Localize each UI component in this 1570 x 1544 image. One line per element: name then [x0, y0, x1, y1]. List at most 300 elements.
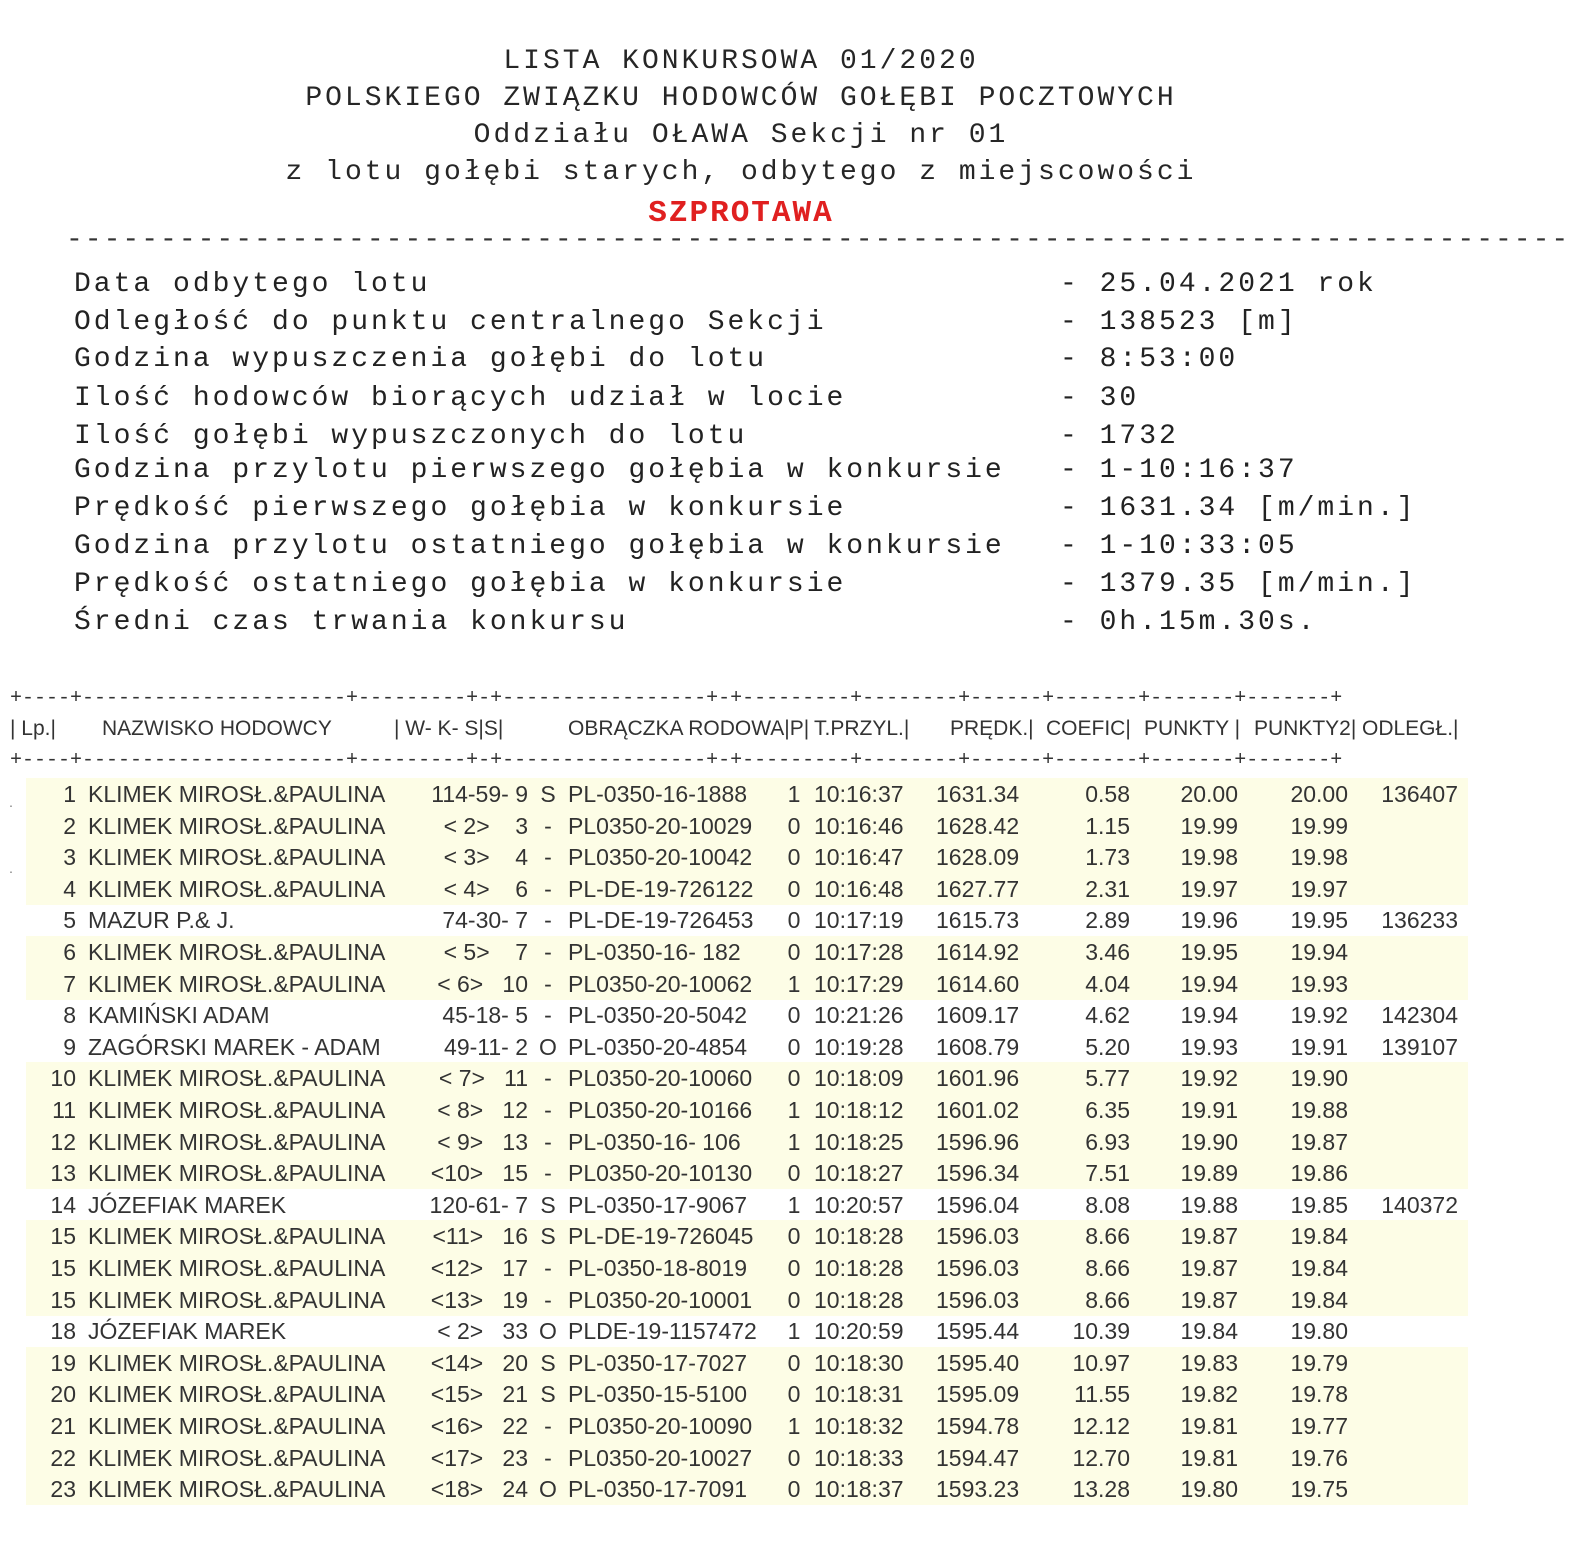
- cell-wks: <14> 20: [430, 1349, 528, 1376]
- cell-ring: PL-0350-20-5042: [568, 1002, 748, 1029]
- table-row: [26, 1442, 1468, 1474]
- cell-sex: -: [544, 812, 552, 839]
- cell-p: 1: [787, 1413, 801, 1439]
- cell-coef: 8.66: [1085, 1286, 1130, 1313]
- cell-p: 0: [787, 1381, 801, 1408]
- cell-speed: 1614.60: [936, 970, 1020, 997]
- table-row: [26, 1094, 1468, 1126]
- cell-p: 0: [787, 1476, 801, 1503]
- cell-time: 10:18:25: [814, 1128, 904, 1155]
- cell-lp: 14: [50, 1191, 76, 1218]
- cell-ring: PL-DE-19-726453: [568, 907, 754, 934]
- cell-sex: -: [544, 1413, 552, 1439]
- cell-sex: -: [544, 1286, 552, 1313]
- cell-lp: 2: [63, 812, 76, 839]
- table-row: [26, 936, 1468, 968]
- cell-p: 0: [787, 939, 801, 965]
- cell-lp: 20: [50, 1381, 76, 1408]
- cell-p: 1: [787, 781, 801, 807]
- cell-coef: 1.73: [1085, 844, 1130, 871]
- cell-ring: PL-0350-17-7027: [568, 1349, 748, 1376]
- cell-time: 10:17:19: [814, 907, 904, 934]
- cell-points2: 19.87: [1290, 1128, 1348, 1155]
- cell-wks: < 7> 11: [438, 1065, 528, 1092]
- cell-speed: 1596.04: [936, 1191, 1020, 1218]
- cell-time: 10:20:59: [814, 1318, 904, 1345]
- cell-speed: 1614.92: [936, 939, 1020, 965]
- cell-lp: 1: [63, 781, 76, 807]
- cell-sex: -: [544, 1128, 552, 1155]
- cell-points2: 19.85: [1290, 1191, 1348, 1218]
- cell-speed: 1608.79: [936, 1033, 1020, 1060]
- info-value: - 25.04.2021 rok: [1060, 269, 1377, 300]
- cell-p: 0: [787, 1286, 801, 1313]
- cell-sex: -: [544, 1255, 552, 1281]
- cell-points: 20.00: [1180, 781, 1238, 807]
- table-row: [26, 1062, 1468, 1094]
- cell-speed: 1595.09: [936, 1381, 1020, 1408]
- cell-speed: 1627.77: [936, 875, 1020, 902]
- header-speed: PRĘDK.|: [950, 717, 1034, 740]
- cell-points: 19.80: [1180, 1476, 1238, 1503]
- cell-lp: 21: [50, 1413, 76, 1439]
- cell-time: 10:18:30: [814, 1349, 904, 1376]
- cell-speed: 1595.40: [936, 1349, 1020, 1376]
- cell-ring: PL-DE-19-726122: [568, 875, 754, 902]
- cell-points2: 19.75: [1290, 1476, 1348, 1503]
- cell-ring: PL0350-20-10001: [568, 1286, 753, 1313]
- cell-points2: 19.93: [1290, 970, 1348, 997]
- cell-time: 10:18:27: [814, 1160, 904, 1187]
- cell-ring: PL-0350-16- 182: [568, 939, 741, 965]
- table-border-top: +----+----------------------+---------+-+-----------------+-+---------+--------+------+-------+-------+-------+: [10, 687, 1343, 710]
- cell-wks: <16> 22: [430, 1413, 528, 1439]
- header-name: NAZWISKO HODOWCY: [102, 717, 332, 740]
- cell-points2: 19.90: [1290, 1065, 1348, 1092]
- cell-lp: 15: [50, 1223, 76, 1250]
- cell-sex: S: [540, 1349, 556, 1376]
- cell-lp: 7: [63, 970, 76, 997]
- cell-speed: 1601.96: [936, 1065, 1020, 1092]
- info-row: [74, 266, 1474, 304]
- cell-lp: 5: [63, 907, 76, 934]
- header-coef: COEFIC|: [1046, 717, 1131, 740]
- cell-coef: 12.12: [1072, 1413, 1130, 1439]
- title-line-2: POLSKIEGO ZWIĄZKU HODOWCÓW GOŁĘBI POCZTOWYCH: [305, 83, 1177, 114]
- cell-time: 10:18:28: [814, 1223, 904, 1250]
- cell-points: 19.90: [1180, 1128, 1238, 1155]
- title-line-4: z lotu gołębi starych, odbytego z miejscowości: [285, 157, 1197, 188]
- cell-sex: -: [544, 1097, 552, 1123]
- cell-sex: -: [544, 1444, 552, 1471]
- cell-lp: 9: [63, 1033, 76, 1060]
- cell-coef: 7.51: [1085, 1160, 1130, 1187]
- cell-name: KLIMEK MIROSŁ.&PAULINA: [88, 1065, 386, 1092]
- cell-time: 10:16:47: [814, 844, 904, 871]
- table-row: [26, 1189, 1468, 1221]
- cell-coef: 4.04: [1085, 970, 1130, 997]
- cell-time: 10:16:37: [814, 781, 904, 807]
- cell-ring: PL-0350-20-4854: [568, 1033, 748, 1060]
- cell-ring: PL0350-20-10029: [568, 812, 753, 839]
- cell-p: 1: [787, 1128, 801, 1155]
- cell-wks: 120-61- 7: [429, 1191, 528, 1218]
- cell-sex: -: [544, 939, 552, 965]
- cell-points2: 19.88: [1290, 1097, 1348, 1123]
- info-value: - 1732: [1060, 421, 1179, 452]
- cell-lp: 3: [63, 844, 76, 871]
- table-row: [26, 1378, 1468, 1410]
- cell-points: 19.87: [1180, 1255, 1238, 1281]
- cell-coef: 13.28: [1072, 1476, 1130, 1503]
- cell-coef: 8.66: [1085, 1255, 1130, 1281]
- cell-points: 19.97: [1180, 875, 1238, 902]
- cell-lp: 6: [63, 939, 76, 965]
- cell-time: 10:21:26: [814, 1002, 904, 1029]
- cell-name: KLIMEK MIROSŁ.&PAULINA: [88, 781, 386, 807]
- cell-time: 10:16:46: [814, 812, 904, 839]
- cell-name: KLIMEK MIROSŁ.&PAULINA: [88, 1097, 386, 1123]
- cell-name: KLIMEK MIROSŁ.&PAULINA: [88, 1255, 386, 1281]
- cell-speed: 1596.96: [936, 1128, 1020, 1155]
- cell-name: KLIMEK MIROSŁ.&PAULINA: [88, 1349, 386, 1376]
- header-ring: OBRĄCZKA RODOWA|P|: [568, 717, 810, 740]
- cell-coef: 12.70: [1072, 1444, 1130, 1471]
- cell-p: 0: [787, 1349, 801, 1376]
- cell-ring: PL-0350-16-1888: [568, 781, 748, 807]
- table-row: [26, 1220, 1468, 1252]
- cell-speed: 1609.17: [936, 1002, 1020, 1029]
- cell-sex: -: [544, 1160, 552, 1187]
- cell-name: KLIMEK MIROSŁ.&PAULINA: [88, 939, 386, 965]
- cell-ring: PL-0350-18-8019: [568, 1255, 748, 1281]
- cell-speed: 1628.42: [936, 812, 1020, 839]
- cell-name: KLIMEK MIROSŁ.&PAULINA: [88, 1413, 386, 1439]
- table-row: [26, 1031, 1468, 1063]
- cell-points2: 19.92: [1290, 1002, 1348, 1029]
- cell-name: KLIMEK MIROSŁ.&PAULINA: [88, 1476, 386, 1503]
- info-label: Data odbytego lotu: [74, 269, 431, 300]
- cell-coef: 4.62: [1085, 1002, 1130, 1029]
- header-points: PUNKTY |: [1144, 717, 1241, 740]
- cell-coef: 0.58: [1085, 781, 1130, 807]
- cell-points2: 19.84: [1290, 1223, 1348, 1250]
- info-label: Prędkość ostatniego gołębia w konkursie: [74, 569, 847, 600]
- cell-name: KLIMEK MIROSŁ.&PAULINA: [88, 812, 386, 839]
- margin-dot: .: [8, 866, 15, 877]
- cell-points: 19.82: [1180, 1381, 1238, 1408]
- cell-distance: 139107: [1381, 1033, 1458, 1060]
- cell-wks: <13> 19: [430, 1286, 528, 1313]
- table-row: [26, 999, 1468, 1031]
- cell-name: KLIMEK MIROSŁ.&PAULINA: [88, 1223, 386, 1250]
- cell-p: 0: [787, 812, 801, 839]
- cell-p: 0: [787, 907, 801, 934]
- cell-wks: < 9> 13: [437, 1128, 528, 1155]
- cell-lp: 15: [50, 1255, 76, 1281]
- cell-name: JÓZEFIAK MAREK: [88, 1318, 287, 1345]
- table-row: [26, 1284, 1468, 1316]
- info-row: [74, 418, 1474, 456]
- cell-speed: 1596.03: [936, 1223, 1020, 1250]
- cell-lp: 11: [52, 1097, 76, 1123]
- cell-speed: 1631.34: [936, 781, 1020, 807]
- info-row: [74, 380, 1474, 418]
- cell-wks: 45-18- 5: [442, 1002, 528, 1029]
- cell-p: 0: [787, 1255, 801, 1281]
- info-value: - 138523 [m]: [1060, 307, 1298, 338]
- cell-coef: 10.97: [1072, 1349, 1130, 1376]
- cell-wks: <10> 15: [430, 1160, 528, 1187]
- cell-wks: <17> 23: [430, 1444, 528, 1471]
- cell-lp: 23: [50, 1476, 76, 1503]
- info-row: [74, 528, 1474, 566]
- cell-time: 10:16:48: [814, 875, 904, 902]
- cell-p: 1: [787, 1191, 801, 1218]
- cell-points: 19.89: [1180, 1160, 1238, 1187]
- info-label: Godzina przylotu pierwszego gołębia w konkursie: [74, 455, 1005, 486]
- cell-distance: 136233: [1381, 907, 1458, 934]
- cell-p: 0: [787, 1444, 801, 1471]
- table-row: [26, 904, 1468, 936]
- cell-lp: 13: [50, 1160, 76, 1187]
- info-label: Ilość gołębi wypuszczonych do lotu: [74, 421, 748, 452]
- info-label: Godzina wypuszczenia gołębi do lotu: [74, 344, 768, 375]
- table-border-mid: +----+----------------------+---------+-+-----------------+-+---------+--------+------+-------+-------+-------+: [10, 749, 1343, 772]
- cell-lp: 8: [63, 1002, 76, 1029]
- info-value: - 0h.15m.30s.: [1060, 607, 1318, 638]
- info-value: - 8:53:00: [1060, 344, 1239, 375]
- info-row: [74, 566, 1474, 604]
- cell-ring: PL0350-20-10027: [568, 1444, 753, 1471]
- table-row: [26, 778, 1468, 810]
- cell-time: 10:18:37: [814, 1476, 904, 1503]
- cell-sex: -: [544, 907, 552, 934]
- cell-wks: 49-11- 2: [444, 1033, 528, 1060]
- cell-sex: S: [540, 1381, 556, 1408]
- info-value: - 1379.35 [m/min.]: [1060, 569, 1417, 600]
- header-points2: PUNKTY2|: [1254, 717, 1357, 740]
- cell-speed: 1628.09: [936, 844, 1020, 871]
- cell-points: 19.98: [1180, 844, 1238, 871]
- cell-points: 19.93: [1180, 1033, 1238, 1060]
- cell-ring: PL-DE-19-726045: [568, 1223, 754, 1250]
- header-distance: ODLEGŁ.|: [1362, 717, 1459, 740]
- title-line-1: LISTA KONKURSOWA 01/2020: [503, 46, 979, 77]
- cell-points: 19.87: [1180, 1286, 1238, 1313]
- cell-coef: 6.93: [1085, 1128, 1130, 1155]
- info-label: Godzina przylotu ostatniego gołębia w konkursie: [74, 531, 1005, 562]
- cell-points2: 20.00: [1290, 781, 1348, 807]
- cell-speed: 1596.34: [936, 1160, 1020, 1187]
- cell-sex: -: [544, 1002, 552, 1029]
- cell-name: JÓZEFIAK MAREK: [88, 1191, 287, 1218]
- cell-coef: 8.66: [1085, 1223, 1130, 1250]
- header-time: T.PRZYL.|: [814, 717, 910, 740]
- cell-coef: 3.46: [1085, 939, 1130, 965]
- cell-lp: 19: [50, 1349, 76, 1376]
- cell-name: KLIMEK MIROSŁ.&PAULINA: [88, 970, 386, 997]
- cell-time: 10:17:29: [814, 970, 904, 997]
- cell-points2: 19.84: [1290, 1255, 1348, 1281]
- cell-points: 19.88: [1180, 1191, 1238, 1218]
- cell-coef: 6.35: [1085, 1097, 1130, 1123]
- cell-time: 10:19:28: [814, 1033, 904, 1060]
- cell-points: 19.83: [1180, 1349, 1238, 1376]
- cell-name: KLIMEK MIROSŁ.&PAULINA: [88, 1444, 386, 1471]
- cell-points2: 19.77: [1290, 1413, 1348, 1439]
- cell-name: KLIMEK MIROSŁ.&PAULINA: [88, 844, 386, 871]
- cell-points: 19.91: [1180, 1097, 1238, 1123]
- cell-time: 10:18:12: [814, 1097, 904, 1123]
- cell-speed: 1594.78: [936, 1413, 1020, 1439]
- cell-p: 0: [787, 875, 801, 902]
- title-line-3: Oddziału OŁAWA Sekcji nr 01: [473, 120, 1009, 151]
- cell-wks: < 4> 6: [443, 875, 528, 902]
- cell-points: 19.84: [1180, 1318, 1238, 1345]
- cell-sex: O: [539, 1033, 557, 1060]
- cell-distance: 136407: [1381, 781, 1458, 807]
- info-row: [74, 490, 1474, 528]
- cell-points2: 19.91: [1290, 1033, 1348, 1060]
- cell-wks: 74-30- 7: [442, 907, 528, 934]
- cell-points: 19.87: [1180, 1223, 1238, 1250]
- cell-name: KLIMEK MIROSŁ.&PAULINA: [88, 1128, 386, 1155]
- cell-p: 1: [787, 1097, 801, 1123]
- cell-sex: -: [544, 875, 552, 902]
- cell-time: 10:18:32: [814, 1413, 904, 1439]
- cell-ring: PL-0350-15-5100: [568, 1381, 748, 1408]
- cell-p: 1: [787, 1318, 801, 1345]
- cell-sex: -: [544, 1065, 552, 1092]
- info-row: [74, 604, 1474, 642]
- cell-coef: 1.15: [1085, 812, 1130, 839]
- cell-p: 0: [787, 1002, 801, 1029]
- table-row: [26, 1315, 1468, 1347]
- cell-ring: PL0350-20-10060: [568, 1065, 753, 1092]
- cell-points2: 19.98: [1290, 844, 1348, 871]
- cell-lp: 10: [50, 1065, 76, 1092]
- cell-points: 19.95: [1180, 939, 1238, 965]
- cell-coef: 2.89: [1085, 907, 1130, 934]
- cell-ring: PL0350-20-10042: [568, 844, 753, 871]
- table-row: [26, 873, 1468, 905]
- cell-lp: 22: [50, 1444, 76, 1471]
- cell-lp: 4: [63, 875, 76, 902]
- margin-dot: .: [8, 800, 15, 811]
- cell-wks: < 3> 4: [443, 844, 528, 871]
- info-row: [74, 452, 1474, 490]
- cell-wks: < 6> 10: [437, 970, 528, 997]
- cell-speed: 1601.02: [936, 1097, 1020, 1123]
- table-row: [26, 1126, 1468, 1158]
- cell-coef: 10.39: [1072, 1318, 1130, 1345]
- cell-points: 19.99: [1180, 812, 1238, 839]
- table-row: [26, 810, 1468, 842]
- cell-points2: 19.99: [1290, 812, 1348, 839]
- cell-name: MAZUR P.& J.: [88, 907, 235, 934]
- cell-points2: 19.79: [1290, 1349, 1348, 1376]
- cell-speed: 1596.03: [936, 1286, 1020, 1313]
- cell-ring: PL0350-20-10062: [568, 970, 753, 997]
- table-row: [26, 1157, 1468, 1189]
- cell-points2: 19.78: [1290, 1381, 1348, 1408]
- cell-lp: 12: [50, 1128, 76, 1155]
- info-label: Ilość hodowców biorących udział w locie: [74, 383, 847, 414]
- cell-wks: < 5> 7: [443, 939, 528, 965]
- cell-sex: S: [540, 1223, 556, 1250]
- cell-points2: 19.84: [1290, 1286, 1348, 1313]
- header-wks: | W- K- S|S|: [394, 717, 504, 740]
- cell-wks: <18> 24: [430, 1476, 528, 1503]
- cell-name: KAMIŃSKI ADAM: [88, 1002, 270, 1029]
- table-row: [26, 841, 1468, 873]
- cell-name: KLIMEK MIROSŁ.&PAULINA: [88, 1381, 386, 1408]
- cell-speed: 1595.44: [936, 1318, 1020, 1345]
- cell-p: 0: [787, 1065, 801, 1092]
- cell-wks: < 2> 33: [437, 1318, 528, 1345]
- cell-sex: O: [539, 1476, 557, 1503]
- cell-wks: <12> 17: [430, 1255, 528, 1281]
- cell-points2: 19.86: [1290, 1160, 1348, 1187]
- cell-time: 10:20:57: [814, 1191, 904, 1218]
- cell-ring: PL-0350-17-7091: [568, 1476, 748, 1503]
- cell-coef: 2.31: [1085, 875, 1130, 902]
- cell-lp: 18: [50, 1318, 76, 1345]
- cell-p: 0: [787, 1160, 801, 1187]
- cell-points2: 19.97: [1290, 875, 1348, 902]
- cell-ring: PL-0350-16- 106: [568, 1128, 741, 1155]
- cell-time: 10:18:28: [814, 1286, 904, 1313]
- cell-distance: 142304: [1381, 1002, 1458, 1029]
- cell-sex: -: [544, 844, 552, 871]
- cell-points: 19.96: [1180, 907, 1238, 934]
- header-lp: | Lp.|: [10, 717, 56, 740]
- cell-speed: 1594.47: [936, 1444, 1020, 1471]
- cell-lp: 15: [50, 1286, 76, 1313]
- cell-points: 19.92: [1180, 1065, 1238, 1092]
- cell-ring: PLDE-19-1157472: [568, 1318, 757, 1345]
- cell-coef: 5.20: [1085, 1033, 1130, 1060]
- cell-points: 19.94: [1180, 970, 1238, 997]
- cell-points2: 19.95: [1290, 907, 1348, 934]
- cell-sex: O: [539, 1318, 557, 1345]
- cell-name: KLIMEK MIROSŁ.&PAULINA: [88, 1286, 386, 1313]
- cell-name: ZAGÓRSKI MAREK - ADAM: [88, 1033, 381, 1060]
- cell-time: 10:18:31: [814, 1381, 904, 1408]
- table-row: [26, 1410, 1468, 1442]
- cell-wks: <11> 16: [432, 1223, 528, 1250]
- table-row: [26, 1347, 1468, 1379]
- cell-ring: PL0350-20-10090: [568, 1413, 753, 1439]
- cell-time: 10:18:28: [814, 1255, 904, 1281]
- cell-wks: < 2> 3: [443, 812, 528, 839]
- title-divider: --------------------------------------------------------------------------------: [66, 225, 1570, 256]
- cell-coef: 5.77: [1085, 1065, 1130, 1092]
- cell-points: 19.81: [1180, 1413, 1238, 1439]
- cell-p: 0: [787, 844, 801, 871]
- cell-points2: 19.94: [1290, 939, 1348, 965]
- cell-points: 19.81: [1180, 1444, 1238, 1471]
- info-label: Średni czas trwania konkursu: [74, 607, 629, 638]
- info-value: - 30: [1060, 383, 1140, 414]
- info-value: - 1-10:33:05: [1060, 531, 1298, 562]
- info-value: - 1-10:16:37: [1060, 455, 1298, 486]
- info-label: Odległość do punktu centralnego Sekcji: [74, 307, 827, 338]
- cell-points: 19.94: [1180, 1002, 1238, 1029]
- cell-ring: PL-0350-17-9067: [568, 1191, 748, 1218]
- cell-time: 10:18:33: [814, 1444, 904, 1471]
